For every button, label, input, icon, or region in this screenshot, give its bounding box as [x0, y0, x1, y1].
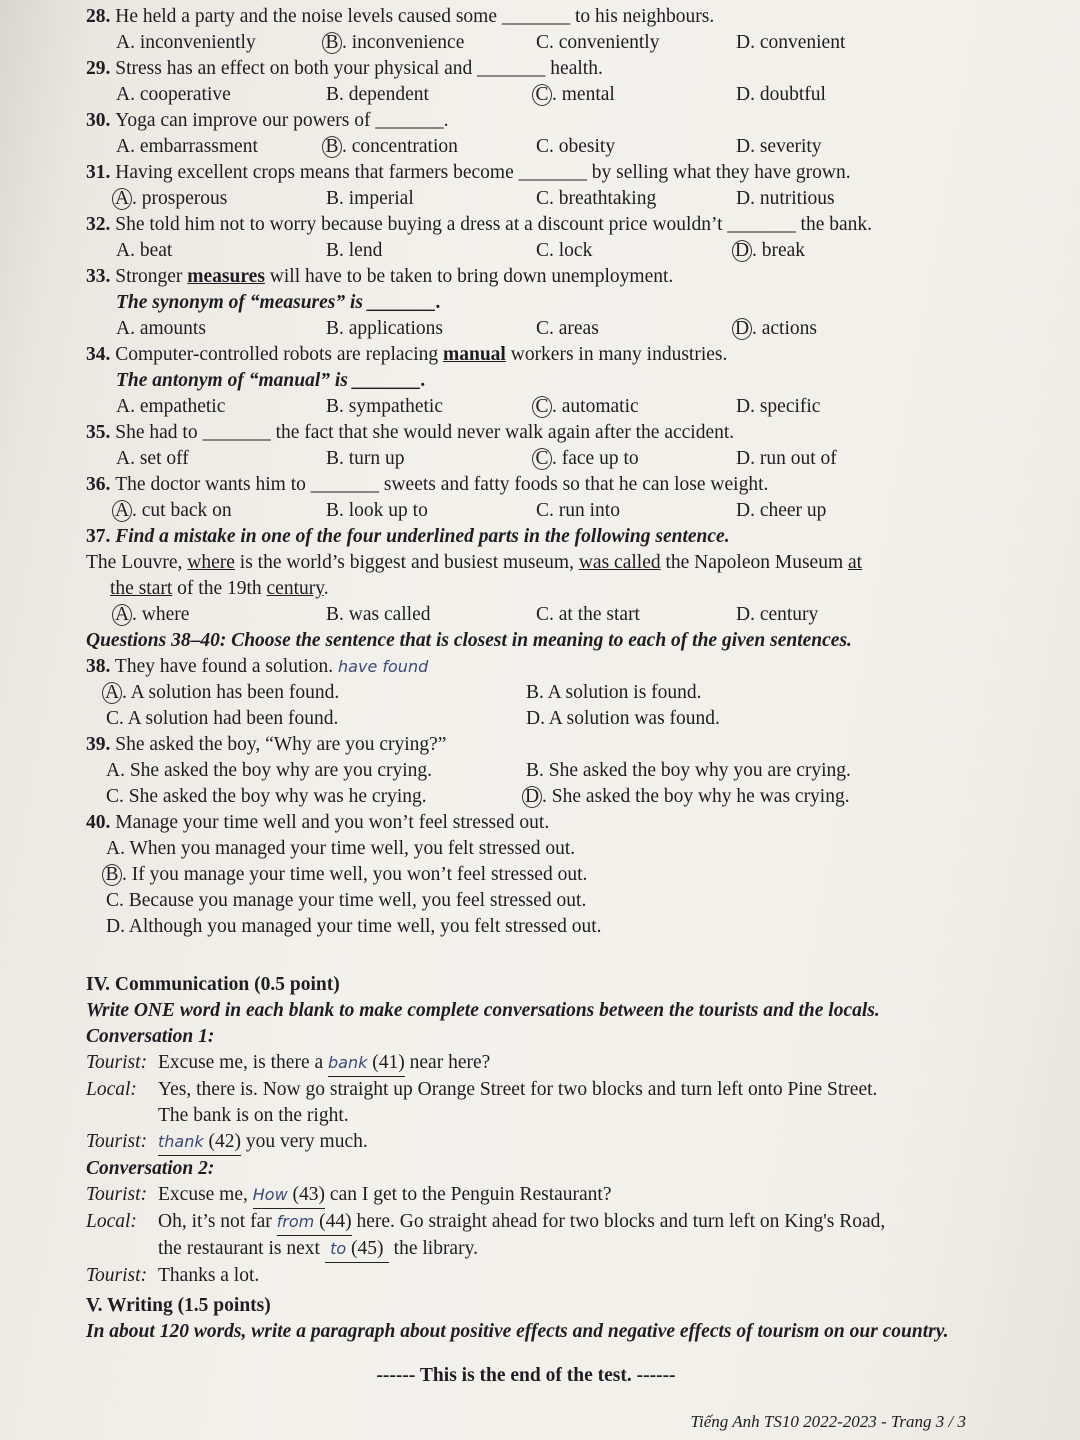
answer-option[interactable]: D. convenient	[736, 32, 846, 53]
answer-option-row	[86, 888, 966, 914]
dialogue-text: here. Go straight ahead for two blocks and turn left on King's Road,	[351, 1211, 886, 1232]
answer-option-row	[86, 862, 966, 888]
circled-answer-mark: B	[102, 864, 122, 886]
answer-option[interactable]: C. breathtaking	[536, 188, 657, 209]
answer-option[interactable]: B. lend	[326, 240, 383, 261]
blank-number: (41)	[372, 1052, 405, 1073]
circled-answer-mark: D	[732, 240, 752, 262]
question-instruction: The synonym of “measures” is _______.	[116, 292, 442, 313]
answer-option[interactable]: C. at the start	[536, 604, 640, 625]
question-text: will have to be taken to bring down unemployment.	[264, 266, 674, 287]
blank-43[interactable]	[253, 1182, 325, 1209]
conversation-2-line-1	[86, 1182, 966, 1209]
answer-option[interactable]: D. doubtful	[736, 84, 826, 105]
question-number: 40.	[86, 812, 111, 833]
dialogue-text: Oh, it’s not far	[158, 1211, 277, 1232]
answer-option[interactable]: B. imperial	[326, 188, 414, 209]
answer-text: . actions	[752, 318, 817, 339]
dialogue-text: Yes, there is. Now go straight up Orange Street for two blocks and turn left onto Pine Street.	[158, 1079, 878, 1100]
options-39	[86, 758, 966, 810]
answer-option[interactable]: C. She asked the boy why was he crying.	[106, 786, 427, 807]
handwritten-answer: bank	[328, 1053, 368, 1072]
question-line	[86, 160, 966, 186]
blank-44[interactable]	[277, 1209, 352, 1236]
answer-option-row	[86, 914, 966, 940]
options-37	[86, 602, 966, 628]
answer-option[interactable]	[536, 446, 736, 472]
handwritten-answer: How	[252, 1185, 288, 1204]
underlined-word: measures	[187, 266, 265, 287]
question-28	[86, 4, 966, 56]
speaker-local: Local:	[86, 1079, 137, 1100]
question-40	[86, 810, 966, 940]
answer-text: . break	[752, 240, 806, 261]
answer-option[interactable]: A. set off	[116, 448, 189, 469]
question-38	[86, 654, 966, 732]
answer-text: . mental	[552, 84, 615, 105]
answer-text: . concentration	[342, 136, 458, 157]
underlined-part: century	[266, 578, 324, 599]
question-text: He held a party and the noise levels caused some _______ to his neighbours.	[115, 6, 715, 27]
answer-text: . inconvenience	[342, 32, 465, 53]
communication-instruction: Write ONE word in each blank to make complete conversations between the tourists and the locals.	[86, 1000, 880, 1021]
question-number: 31.	[86, 162, 116, 183]
options-33	[86, 316, 966, 342]
answer-option[interactable]: A. amounts	[116, 318, 206, 339]
question-number: 35.	[86, 422, 116, 443]
answer-option[interactable]	[326, 134, 536, 160]
conversation-2-line-4	[86, 1263, 966, 1289]
question-line	[86, 108, 966, 134]
answer-option[interactable]	[526, 784, 946, 810]
conversation-2-label: Conversation 2:	[86, 1158, 215, 1179]
answer-option[interactable]: C. Because you manage your time well, you feel stressed out.	[106, 890, 587, 911]
answer-option[interactable]: C. A solution had been found.	[106, 708, 339, 729]
question-text: Stronger	[115, 266, 188, 287]
answer-options	[86, 134, 966, 160]
question-37	[86, 524, 966, 628]
question-text: workers in many industries.	[505, 344, 728, 365]
circled-answer-mark: A	[112, 500, 132, 522]
blank-42[interactable]	[158, 1129, 241, 1156]
answer-option[interactable]	[116, 602, 326, 628]
circled-answer-mark: B	[322, 32, 342, 54]
answer-option[interactable]: D. severity	[736, 136, 822, 157]
underlined-part: where	[187, 552, 235, 573]
question-number: 34.	[86, 344, 111, 365]
answer-option[interactable]: C. conveniently	[536, 32, 660, 53]
answer-option[interactable]: C. lock	[536, 240, 593, 261]
circled-answer-mark: B	[322, 136, 342, 158]
answer-option[interactable]	[326, 30, 536, 56]
answer-text: . face up to	[552, 448, 639, 469]
answer-option[interactable]: A. empathetic	[116, 396, 226, 417]
blank-number: (43)	[292, 1184, 326, 1205]
answer-option[interactable]	[116, 498, 326, 524]
dialogue-text: Excuse me, is there a	[158, 1052, 329, 1073]
conversation-2-line-3	[86, 1236, 966, 1263]
options-38	[86, 680, 966, 732]
instruction-38-40: Questions 38–40: Choose the sentence that is closest in meaning to each of the given sentences.	[86, 630, 852, 651]
question-line	[86, 420, 966, 446]
options-40	[86, 836, 966, 940]
answer-options	[86, 82, 966, 108]
question-line	[86, 4, 966, 30]
answer-option-row	[86, 836, 966, 862]
speaker-local: Local:	[86, 1211, 137, 1232]
answer-option[interactable]: B. was called	[326, 604, 431, 625]
section-writing-title: V. Writing (1.5 points)	[86, 1295, 271, 1316]
question-text: She asked the boy, “Why are you crying?”	[115, 734, 447, 755]
answer-option[interactable]: D. specific	[736, 396, 821, 417]
answer-option[interactable]: B. look up to	[326, 500, 428, 521]
answer-option[interactable]: C. areas	[536, 318, 599, 339]
conversation-1-line-3	[86, 1103, 966, 1129]
exam-content	[86, 4, 966, 1435]
question-text: Having excellent crops means that farmers become _______ by selling what they have grown.	[115, 162, 851, 183]
dialogue-text: the library.	[388, 1238, 478, 1259]
speaker-tourist: Tourist:	[86, 1265, 148, 1286]
blank-number: (45)	[351, 1238, 384, 1259]
question-36	[86, 472, 966, 524]
question-group-35-36	[86, 420, 966, 524]
question-32	[86, 212, 966, 264]
question-number: 38.	[86, 656, 111, 677]
circled-answer-mark: C	[532, 84, 552, 106]
answer-options	[86, 30, 966, 56]
question-31	[86, 160, 966, 212]
handwritten-answer: to	[330, 1239, 347, 1258]
sentence-part: of the 19th	[172, 578, 267, 599]
question-instruction: Find a mistake in one of the four underlined parts in the following sentence.	[115, 526, 730, 547]
underlined-part: the start	[110, 578, 173, 599]
question-number: 30.	[86, 110, 116, 131]
dialogue-text: The bank is on the right.	[158, 1105, 349, 1126]
question-text: She had to _______ the fact that she would never walk again after the accident.	[115, 422, 735, 443]
answer-options	[86, 446, 966, 472]
sentence-part: .	[323, 578, 329, 599]
answer-option[interactable]: C. run into	[536, 500, 620, 521]
section-communication-title: IV. Communication (0.5 point)	[86, 974, 340, 995]
question-39	[86, 732, 966, 810]
question-number: 37.	[86, 526, 111, 547]
question-number: 36.	[86, 474, 116, 495]
end-of-test: ------ This is the end of the test. ------	[376, 1365, 676, 1386]
answer-options	[86, 498, 966, 524]
sentence-part: is the world’s biggest and busiest museum,	[234, 552, 579, 573]
conversation-1-line-4	[86, 1129, 966, 1156]
answer-option[interactable]: C. obesity	[536, 136, 616, 157]
dialogue-text: Thanks a lot.	[158, 1265, 260, 1286]
circled-answer-mark: C	[532, 448, 552, 470]
writing-instruction: In about 120 words, write a paragraph about positive effects and negative effects of tourism on our country.	[86, 1321, 949, 1342]
circled-answer-mark: A	[112, 604, 132, 626]
answer-text: . She asked the boy why he was crying.	[542, 786, 850, 807]
answer-option[interactable]: D. A solution was found.	[526, 708, 720, 729]
answer-text: . If you manage your time well, you won’t feel stressed out.	[122, 864, 588, 885]
question-number: 28.	[86, 6, 116, 27]
answer-options	[86, 238, 966, 264]
circled-answer-mark: D	[522, 786, 542, 808]
sentence-part: The Louvre,	[86, 552, 188, 573]
circled-answer-mark: D	[732, 318, 752, 340]
question-text: Stress has an effect on both your physical and _______ health.	[115, 58, 603, 79]
answer-option[interactable]: A. embarrassment	[116, 136, 258, 157]
question-line	[86, 472, 966, 498]
answer-text: . where	[132, 604, 190, 625]
question-text: She told him not to worry because buying a dress at a discount price wouldn’t _______ the bank.	[115, 214, 872, 235]
conversation-2-line-2	[86, 1209, 966, 1236]
circled-answer-mark: C	[532, 396, 552, 418]
blank-41[interactable]	[328, 1050, 405, 1077]
answer-option[interactable]	[736, 316, 936, 342]
underlined-part: was called	[578, 552, 661, 573]
options-34	[86, 394, 966, 420]
question-35	[86, 420, 966, 472]
question-text: Computer-controlled robots are replacing	[115, 344, 443, 365]
question-text: Manage your time well and you won’t feel stressed out.	[115, 812, 550, 833]
speaker-tourist: Tourist:	[86, 1052, 148, 1073]
handwritten-note: have found	[338, 657, 429, 676]
answer-option[interactable]: D. cheer up	[736, 500, 827, 521]
question-text: They have found a solution.	[114, 656, 334, 677]
answer-option[interactable]	[106, 864, 587, 885]
answer-option[interactable]: B. She asked the boy why you are crying.	[526, 760, 851, 781]
answer-option[interactable]: D. Although you managed your time well, you felt stressed out.	[106, 916, 602, 937]
answer-option[interactable]: A. beat	[116, 240, 173, 261]
sentence-part: the Napoleon Museum	[660, 552, 848, 573]
page-footer: Tiếng Anh TS10 2022-2023 - Trang 3 / 3	[690, 1412, 966, 1431]
circled-answer-mark: A	[112, 188, 132, 210]
conversation-1-line-2	[86, 1077, 966, 1103]
blank-45[interactable]	[325, 1236, 389, 1263]
answer-option[interactable]: B. dependent	[326, 84, 429, 105]
answer-text: . automatic	[552, 396, 639, 417]
answer-option[interactable]: A. inconveniently	[116, 32, 256, 53]
answer-option[interactable]: A. When you managed your time well, you felt stressed out.	[106, 838, 576, 859]
question-number: 39.	[86, 734, 111, 755]
answer-options	[86, 186, 966, 212]
question-instruction: The antonym of “manual” is _______.	[116, 370, 426, 391]
speaker-tourist: Tourist:	[86, 1131, 148, 1152]
blank-number: (42)	[208, 1131, 241, 1152]
conversation-1-label: Conversation 1:	[86, 1026, 215, 1047]
circled-answer-mark: A	[102, 682, 122, 704]
answer-option[interactable]: B. turn up	[326, 448, 405, 469]
answer-option[interactable]	[106, 680, 526, 706]
answer-option[interactable]	[536, 82, 736, 108]
answer-option[interactable]: B. applications	[326, 318, 443, 339]
dialogue-text: you very much.	[241, 1131, 368, 1152]
answer-option[interactable]: D. run out of	[736, 448, 837, 469]
answer-option[interactable]: D. century	[736, 604, 819, 625]
answer-option[interactable]: B. sympathetic	[326, 396, 443, 417]
question-text: Yoga can improve our powers of _______.	[115, 110, 449, 131]
dialogue-text: Excuse me,	[158, 1184, 253, 1205]
dialogue-text: can I get to the Penguin Restaurant?	[325, 1184, 612, 1205]
conversation-1-line-1	[86, 1050, 966, 1077]
question-number: 32.	[86, 214, 116, 235]
underlined-word: manual	[443, 344, 506, 365]
question-33	[86, 264, 966, 342]
question-line	[86, 56, 966, 82]
answer-option[interactable]: B. A solution is found.	[526, 682, 702, 703]
answer-option[interactable]	[736, 238, 936, 264]
blank-number: (44)	[319, 1211, 352, 1232]
answer-option[interactable]	[116, 186, 326, 212]
answer-option[interactable]: D. nutritious	[736, 188, 835, 209]
question-number: 29.	[86, 58, 116, 79]
handwritten-answer: from	[276, 1212, 315, 1231]
answer-option[interactable]: A. She asked the boy why are you crying.	[106, 760, 433, 781]
answer-text: . cut back on	[132, 500, 232, 521]
handwritten-answer: thank	[158, 1132, 204, 1151]
question-text: The doctor wants him to _______ sweets and fatty foods so that he can lose weight.	[115, 474, 769, 495]
dialogue-text: near here?	[404, 1052, 491, 1073]
question-group-28-32	[86, 4, 966, 264]
answer-text: . prosperous	[132, 188, 228, 209]
speaker-tourist: Tourist:	[86, 1184, 148, 1205]
answer-text: . A solution has been found.	[122, 682, 340, 703]
question-30	[86, 108, 966, 160]
question-29	[86, 56, 966, 108]
underlined-part: at	[848, 552, 863, 573]
question-number: 33.	[86, 266, 111, 287]
answer-option[interactable]: A. cooperative	[116, 84, 231, 105]
dialogue-text: the restaurant is next	[158, 1238, 325, 1259]
question-line	[86, 212, 966, 238]
answer-option[interactable]	[536, 394, 736, 420]
question-34	[86, 342, 966, 420]
